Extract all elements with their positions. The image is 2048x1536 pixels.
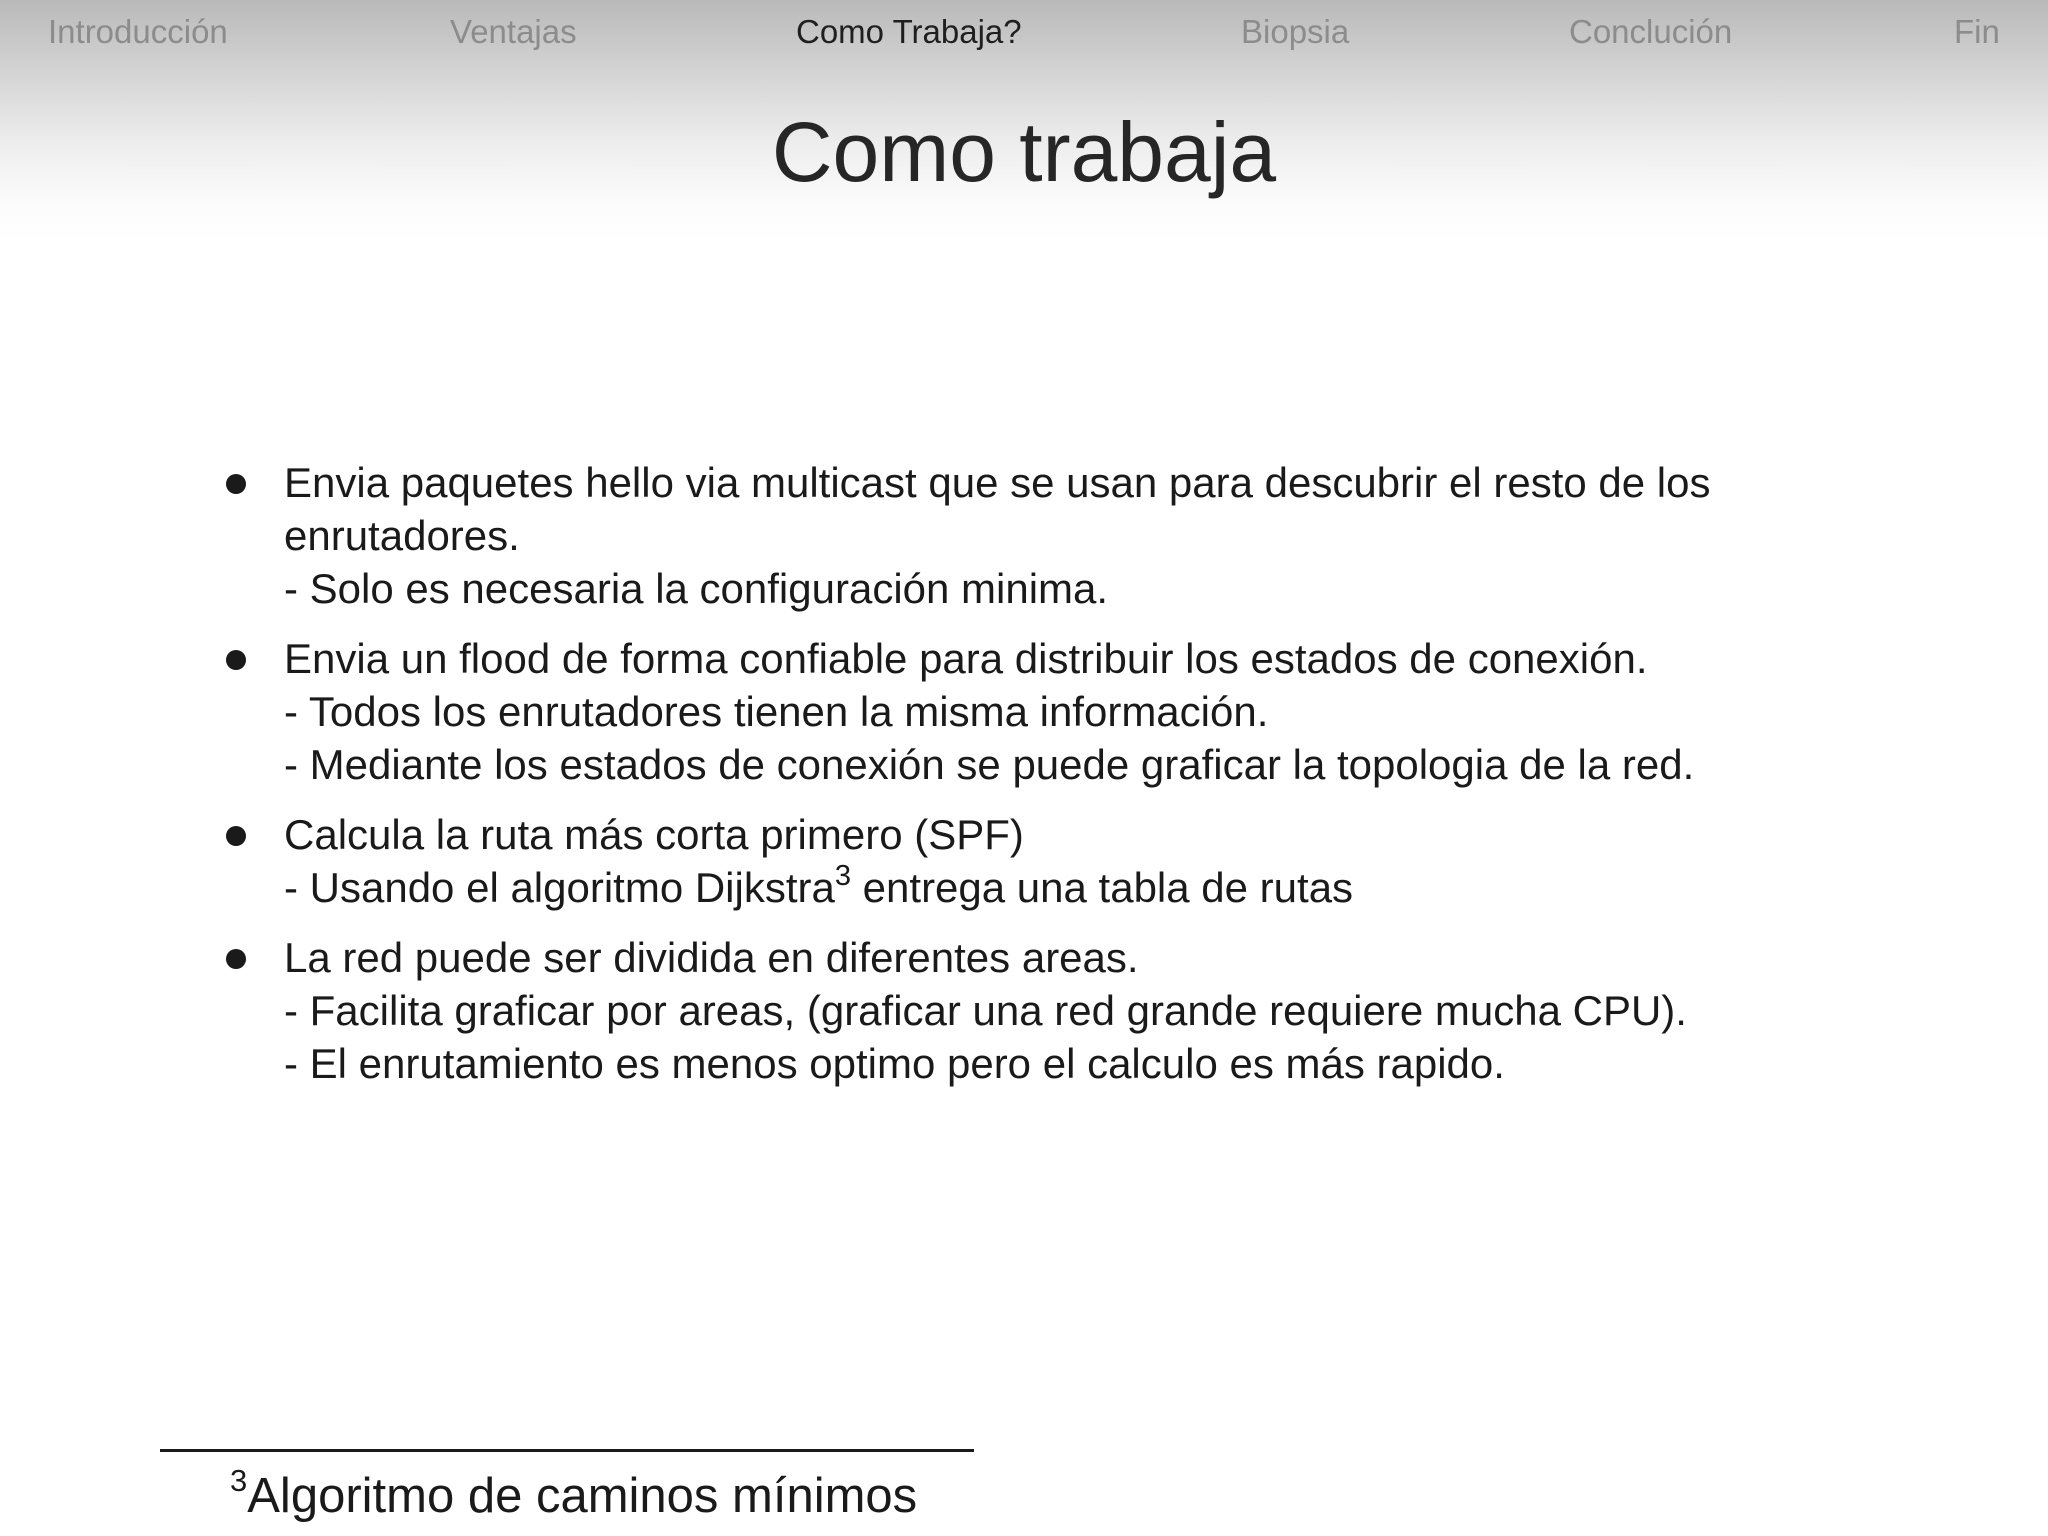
bullet-line: - El enrutamiento es menos optimo pero el calculo es más rapido. xyxy=(284,1040,1505,1087)
bullet-line: Envia un flood de forma confiable para distribuir los estados de conexión. xyxy=(284,635,1648,682)
nav-item-como-trabaja[interactable]: Como Trabaja? xyxy=(796,13,1022,50)
bullet-line: La red puede ser dividida en diferentes areas. xyxy=(284,934,1139,981)
bullet-line: - Todos los enrutadores tienen la misma información. xyxy=(284,688,1269,735)
line-text: - Usando el algoritmo Dijkstra xyxy=(284,864,835,911)
footnote-reference[interactable]: 3 xyxy=(834,860,852,892)
nav-item-fin[interactable]: Fin xyxy=(1954,13,2000,50)
nav-item-biopsia[interactable]: Biopsia xyxy=(1241,13,1350,50)
bullet-line: - Solo es necesaria la configuración minima. xyxy=(284,565,1109,612)
frame-title: Como trabaja xyxy=(771,105,1277,199)
footnote-text: Algoritmo de caminos mínimos xyxy=(247,1469,918,1523)
bullet-list xyxy=(224,456,1864,1107)
bullet-line: enrutadores. xyxy=(284,512,520,559)
bullet-line: - Facilita graficar por areas, (graficar una red grande requiere mucha CPU). xyxy=(284,987,1687,1034)
footnote xyxy=(230,1462,918,1526)
bullet-icon xyxy=(226,474,246,494)
bullet-item xyxy=(224,808,1864,914)
nav-item-ventajas[interactable]: Ventajas xyxy=(450,13,577,50)
bullet-line: - Mediante los estados de conexión se puede graficar la topologia de la red. xyxy=(284,741,1695,788)
line-text: entrega una tabla de rutas xyxy=(851,864,1354,911)
nav-item-conclucion[interactable]: Conclución xyxy=(1569,13,1733,50)
footnote-divider xyxy=(160,1449,974,1452)
nav-item-introduccion[interactable]: Introducción xyxy=(48,13,228,50)
section-navigation xyxy=(0,0,2048,70)
footnote-mark: 3 xyxy=(230,1462,248,1498)
bullet-line: Calcula la ruta más corta primero (SPF) xyxy=(284,811,1024,858)
bullet-item xyxy=(224,456,1864,615)
bullet-line: Envia paquetes hello via multicast que se usan para descubrir el resto de los xyxy=(284,459,1711,506)
bullet-icon xyxy=(226,949,246,969)
bullet-item xyxy=(224,931,1864,1090)
bullet-line-with-footnote xyxy=(284,861,1864,914)
bullet-icon xyxy=(226,650,246,670)
bullet-icon xyxy=(226,826,246,846)
bullet-item xyxy=(224,632,1864,791)
